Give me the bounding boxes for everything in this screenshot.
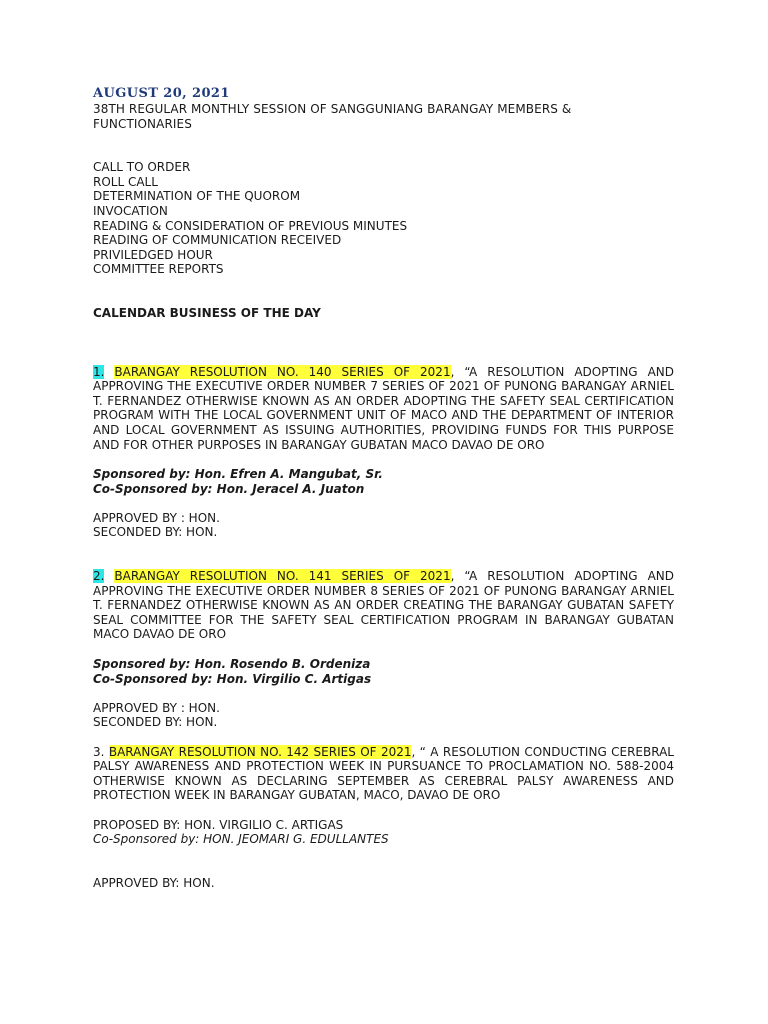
agenda-item: PRIVILEDGED HOUR [93,247,213,262]
approved-by: APPROVED BY: HON. [93,875,215,890]
proposed-by: PROPOSED BY: HON. VIRGILIO C. ARTIGAS [93,817,344,832]
approved-by: APPROVED BY : HON. [93,510,220,525]
resolution-item [93,745,674,803]
item-number: 2. [93,569,105,584]
resolution-item [93,569,674,642]
resolution-item [93,365,674,453]
session-title: 38TH REGULAR MONTHLY SESSION OF SANGGUNIANG BARANGAY MEMBERS & FUNCTIONARIES [93,102,572,131]
agenda-item: READING & CONSIDERATION OF PREVIOUS MINUTES [93,218,408,233]
agenda-list [93,160,674,277]
agenda-item: READING OF COMMUNICATION RECEIVED [93,233,342,248]
sponsored-by: Sponsored by: Hon. Efren A. Mangubat, Sr. [93,467,383,482]
agenda-item: CALL TO ORDER [93,160,191,175]
seconded-by: SECONDED BY: HON. [93,525,218,540]
resolution-title: BARANGAY RESOLUTION NO. 141 SERIES OF 2021 [114,569,451,584]
item-number: 1. [93,364,105,379]
session-date: AUGUST 20, 2021 [93,86,230,101]
proposer-block [93,818,674,847]
co-sponsored-by: Co-Sponsored by: Hon. Jeracel A. Juaton [93,481,365,496]
agenda-item: ROLL CALL [93,174,158,189]
sponsor-block [93,467,674,496]
sponsor-block [93,657,674,686]
approval-block [93,701,674,730]
agenda-item: INVOCATION [93,203,168,218]
document-page [93,86,674,890]
seconded-by: SECONDED BY: HON. [93,715,218,730]
resolution-title: BARANGAY RESOLUTION NO. 142 SERIES OF 2021 [108,744,412,759]
resolution-text: , “A RESOLUTION ADOPTING AND APPROVING THE EXECUTIVE ORDER NUMBER 7 SERIES OF 2021 OF PUNONG BARANGAY ARNIEL T. FERNANDEZ OTHERWISE KNOWN AS AN ORDER ADOPTING THE SAFETY SEAL CERTIFICATION PROGRAM WITH THE LOCAL GOVERNMENT UNIT OF MACO AND THE DEPARTMENT OF INTERIOR AND LOCAL GOVERNMENT AS ISSUING AUTHORITIES, PROVIDING FUNDS FOR THIS PURPOSE AND FOR OTHER PURPOSES IN BARANGAY GUBATAN MACO DAVAO DE ORO [93,364,674,452]
agenda-item: DETERMINATION OF THE QUOROM [93,189,301,204]
approved-by: APPROVED BY : HON. [93,700,220,715]
co-sponsored-by: Co-Sponsored by: HON. JEOMARI G. EDULLANTES [93,832,389,847]
resolution-text: , “ A RESOLUTION CONDUCTING CEREBRAL PALSY AWARENESS AND PROTECTION WEEK IN PURSUANCE TO PROCLAMATION NO. 588-2004 OTHERWISE KNOWN AS DECLARING SEPTEMBER AS CEREBRAL PALSY AWARENESS AND PROTECTION WEEK IN BARANGAY GUBATAN, MACO, DAVAO DE ORO [93,744,674,803]
item-number: 3. [93,744,105,759]
calendar-business-heading: CALENDAR BUSINESS OF THE DAY [93,305,321,320]
approval-block [93,511,674,540]
sponsored-by: Sponsored by: Hon. Rosendo B. Ordeniza [93,657,371,672]
agenda-item: COMMITTEE REPORTS [93,262,224,277]
resolution-text: , “A RESOLUTION ADOPTING AND APPROVING THE EXECUTIVE ORDER NUMBER 8 SERIES OF 2021 OF PUNONG BARANGAY ARNIEL T. FERNANDEZ OTHERWISE KNOWN AS AN ORDER CREATING THE BARANGAY GUBATAN SAFETY SEAL COMMITTEE FOR THE SAFETY SEAL CERTIFICATION PROGRAM IN BARANGAY GUBATAN MACO DAVAO DE ORO [93,569,674,642]
resolution-title: BARANGAY RESOLUTION NO. 140 SERIES OF 2021 [114,364,451,379]
co-sponsored-by: Co-Sponsored by: Hon. Virgilio C. Artigas [93,671,372,686]
